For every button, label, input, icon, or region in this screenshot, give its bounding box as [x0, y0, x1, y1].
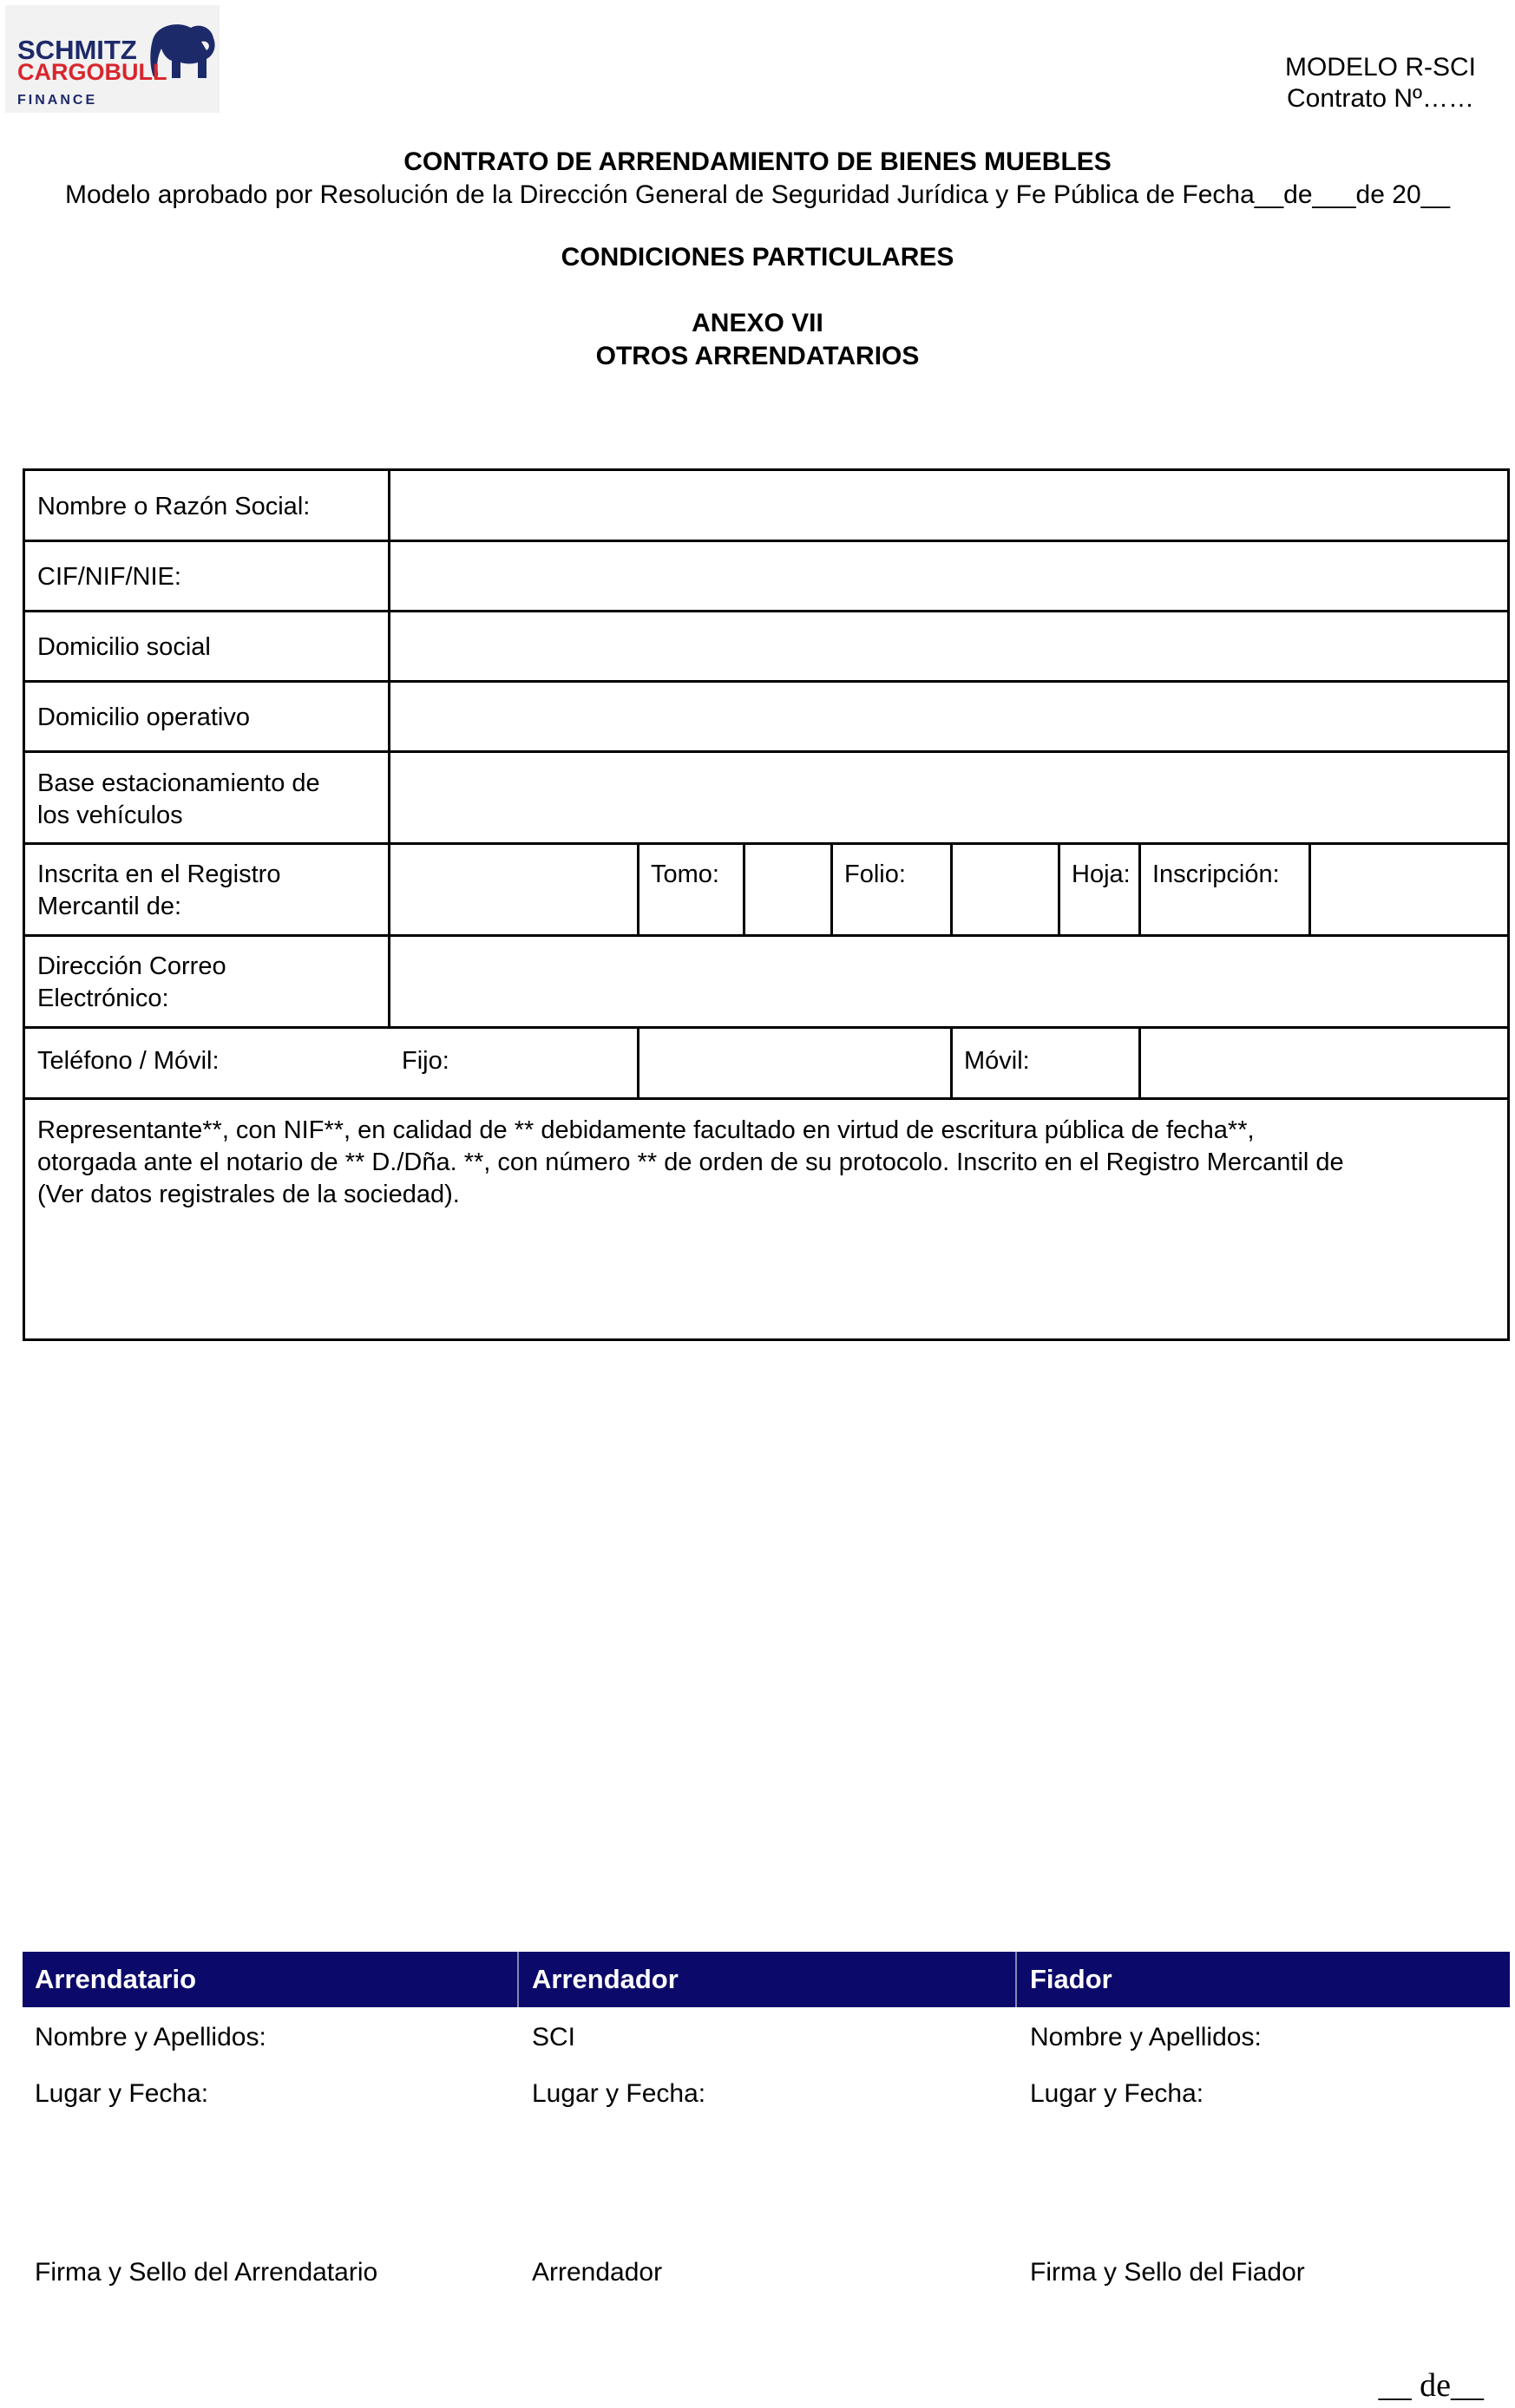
section-title: CONDICIONES PARTICULARES	[561, 243, 954, 272]
row-divider	[25, 1026, 1507, 1029]
header-divider	[1015, 1952, 1017, 2007]
fiador-place-label: Lugar y Fecha:	[1030, 2079, 1204, 2108]
annex-heading	[0, 307, 1515, 373]
arrendador-sign-label: Arrendador	[532, 2258, 663, 2287]
label-tomo: Tomo:	[651, 860, 719, 888]
svg-text:CARGOBULL: CARGOBULL	[17, 59, 167, 85]
signature-header	[23, 1952, 1510, 2007]
row-divider	[25, 680, 1507, 683]
row-divider	[25, 610, 1507, 612]
header-arrendador: Arrendador	[532, 1964, 679, 1994]
column-divider	[1308, 842, 1311, 934]
label-base: Base estacionamiento de los vehículos	[37, 769, 320, 829]
page-number: __ de__	[1378, 2367, 1484, 2404]
annex-number: ANEXO VII	[692, 309, 823, 337]
arrendatario-sign-label: Firma y Sello del Arrendatario	[35, 2258, 378, 2287]
label-telefono: Teléfono / Móvil:	[37, 1047, 220, 1075]
label-folio: Folio:	[844, 860, 906, 888]
model-code: MODELO R-SCI	[1284, 53, 1476, 82]
representative-clause: Representante**, con NIF**, en calidad de ** debidamente facultado en virtud de escritura pública de fecha**, otorgada ante el notario de ** D./Dña. **, con número ** de orden de su protocolo. Inscrito en el Registro Mercantil de (Ver datos registrales de la sociedad).	[37, 1116, 1344, 1208]
label-registro: Inscrita en el Registro Mercantil de:	[37, 860, 281, 920]
header-divider	[517, 1952, 519, 2007]
contract-number: Contrato Nº……	[1286, 84, 1474, 113]
arrendador-place-label: Lugar y Fecha:	[532, 2079, 706, 2108]
column-divider	[1138, 1026, 1141, 1097]
column-divider	[743, 842, 745, 934]
column-divider	[388, 471, 390, 1026]
svg-text:FINANCE: FINANCE	[17, 93, 98, 108]
arrendatario-place-label: Lugar y Fecha:	[35, 2079, 209, 2108]
annex-title: OTROS ARRENDATARIOS	[595, 342, 920, 370]
column-divider	[637, 1026, 639, 1097]
company-logo	[5, 5, 220, 113]
column-divider	[1138, 842, 1141, 934]
label-hoja: Hoja:	[1072, 860, 1131, 888]
column-divider	[637, 842, 639, 934]
row-divider	[25, 842, 1507, 845]
lessee-form	[23, 468, 1510, 1341]
fiador-name-label: Nombre y Apellidos:	[1030, 2023, 1262, 2051]
model-reference	[1285, 52, 1476, 115]
document-title: CONTRATO DE ARRENDAMIENTO DE BIENES MUEBLES	[403, 147, 1112, 176]
label-domicilio-operativo: Domicilio operativo	[37, 703, 250, 731]
label-email: Dirección Correo Electrónico:	[37, 952, 226, 1012]
row-divider	[25, 934, 1507, 937]
document-subtitle: Modelo aprobado por Resolución de la Dirección General de Seguridad Jurídica y Fe Pública de Fecha__de___de 20__	[64, 180, 1451, 209]
label-inscripcion: Inscripción:	[1152, 860, 1280, 888]
row-divider	[25, 1097, 1507, 1100]
header-fiador: Fiador	[1030, 1964, 1112, 1994]
label-fijo: Fijo:	[402, 1047, 449, 1075]
arrendador-name-label: SCI	[532, 2023, 576, 2051]
arrendatario-name-label: Nombre y Apellidos:	[35, 2023, 266, 2051]
label-movil: Móvil:	[964, 1047, 1030, 1075]
label-cif: CIF/NIF/NIE:	[37, 563, 181, 591]
column-divider	[950, 842, 953, 934]
elephant-icon	[5, 5, 220, 113]
svg-text:SCHMITZ: SCHMITZ	[17, 35, 137, 65]
fiador-sign-label: Firma y Sello del Fiador	[1030, 2258, 1305, 2287]
row-divider	[25, 750, 1507, 753]
column-divider	[950, 1026, 953, 1097]
column-divider	[1058, 842, 1060, 934]
label-name: Nombre o Razón Social:	[37, 493, 311, 520]
column-divider	[830, 842, 833, 934]
label-domicilio-social: Domicilio social	[37, 633, 211, 661]
row-divider	[25, 540, 1507, 542]
header-arrendatario: Arrendatario	[35, 1964, 197, 1994]
